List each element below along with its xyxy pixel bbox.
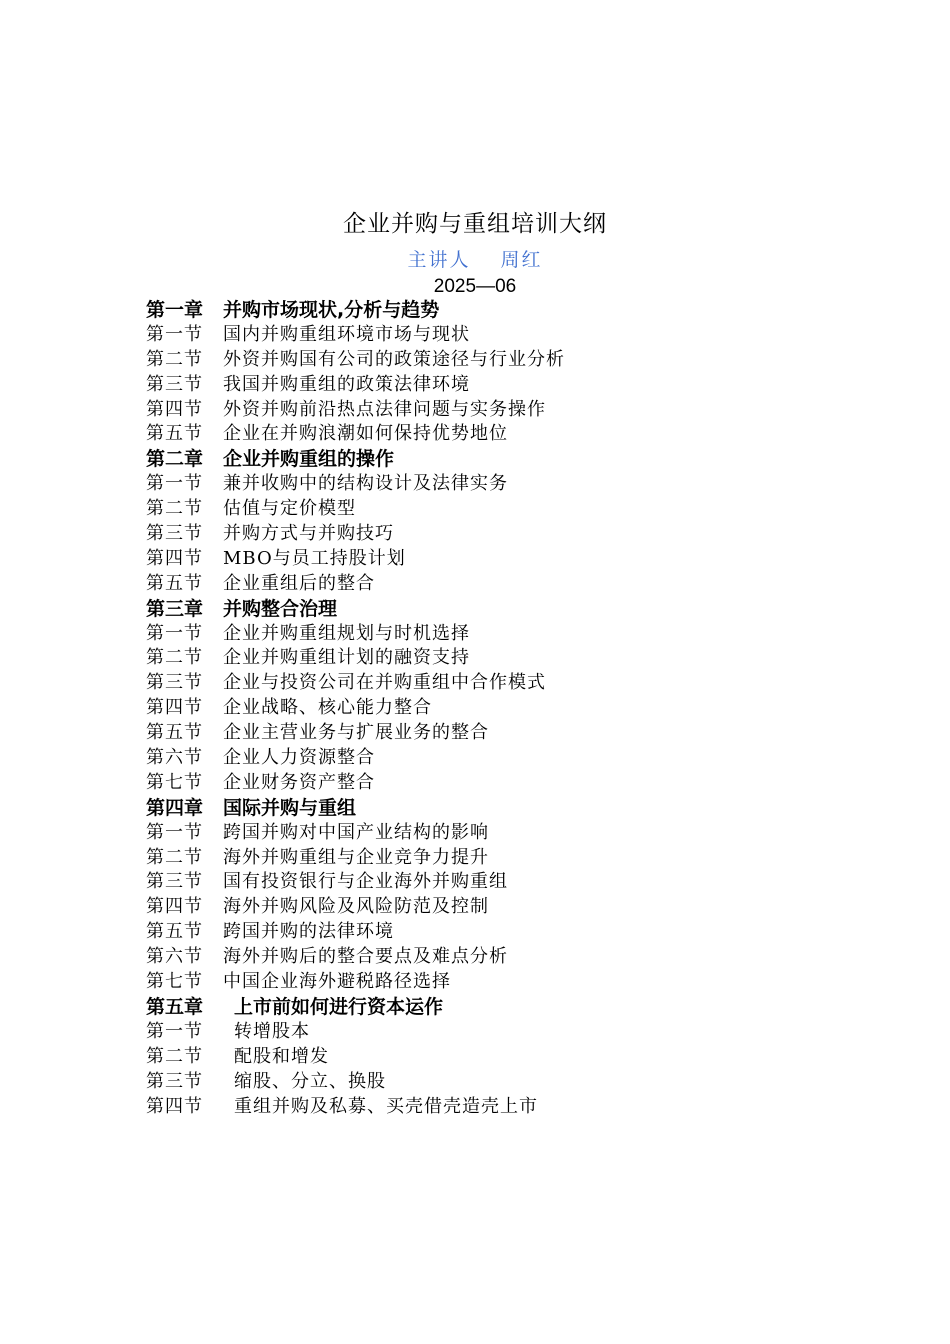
section-item xyxy=(146,572,906,597)
section-item xyxy=(146,895,906,920)
presenter-name: 周红 xyxy=(500,249,543,271)
section-title: 并购方式与并购技巧 xyxy=(223,523,394,545)
section-item xyxy=(146,721,906,746)
section-item xyxy=(146,547,906,572)
section-label: 第二节 xyxy=(146,1045,203,1067)
chapter-label: 第二章 xyxy=(146,448,204,471)
section-label: 第一节 xyxy=(146,821,203,843)
chapter-label: 第三章 xyxy=(146,597,204,620)
section-label: 第七节 xyxy=(146,971,203,993)
section-label: 第七节 xyxy=(146,771,203,793)
section-item xyxy=(146,422,906,447)
section-label: 第五节 xyxy=(146,722,203,744)
section-item xyxy=(146,1070,906,1095)
section-label: 第四节 xyxy=(146,398,203,420)
chapter-title: 企业并购重组的操作 xyxy=(223,448,395,471)
section-label: 第四节 xyxy=(146,1095,203,1117)
document-date: 2025—06 xyxy=(433,276,517,297)
section-item xyxy=(146,1020,906,1045)
section-item xyxy=(146,696,906,721)
presenter-label: 主讲人 xyxy=(407,249,471,271)
chapter-label: 第四章 xyxy=(146,796,204,819)
section-title: 企业人力资源整合 xyxy=(223,747,375,769)
section-item xyxy=(146,373,906,398)
section-title: 估值与定价模型 xyxy=(223,498,356,520)
section-title: 企业在并购浪潮如何保持优势地位 xyxy=(223,423,508,445)
section-item xyxy=(146,348,906,373)
section-item xyxy=(146,821,906,846)
section-item xyxy=(146,472,906,497)
outline xyxy=(146,298,906,1119)
section-label: 第四节 xyxy=(146,896,203,918)
section-label: 第二节 xyxy=(146,348,203,370)
section-label: 第三节 xyxy=(146,1070,203,1092)
chapter-heading xyxy=(146,298,906,323)
section-item xyxy=(146,870,906,895)
section-label: 第三节 xyxy=(146,373,203,395)
section-item xyxy=(146,622,906,647)
section-title: 我国并购重组的政策法律环境 xyxy=(223,373,470,395)
section-item xyxy=(146,846,906,871)
section-label: 第三节 xyxy=(146,523,203,545)
section-label: 第四节 xyxy=(146,547,203,569)
section-title: 企业并购重组规划与时机选择 xyxy=(223,622,470,644)
section-label: 第四节 xyxy=(146,697,203,719)
section-title: 转增股本 xyxy=(234,1020,310,1042)
chapter-title: 并购市场现状,分析与趋势 xyxy=(223,299,440,321)
section-title: 海外并购后的整合要点及难点分析 xyxy=(223,946,508,968)
section-title: 企业并购重组计划的融资支持 xyxy=(223,647,470,669)
chapter-heading xyxy=(146,995,906,1020)
section-title: 企业与投资公司在并购重组中合作模式 xyxy=(223,672,546,694)
section-label: 第一节 xyxy=(146,323,203,345)
document-title: 企业并购与重组培训大纲 xyxy=(343,211,607,237)
section-label: 第二节 xyxy=(146,498,203,520)
section-title: 企业战略、核心能力整合 xyxy=(223,697,432,719)
section-title: 企业主营业务与扩展业务的整合 xyxy=(223,722,489,744)
section-item xyxy=(146,497,906,522)
section-title: 企业财务资产整合 xyxy=(223,771,375,793)
section-title: 企业重组后的整合 xyxy=(223,572,375,594)
section-title: 海外并购风险及风险防范及控制 xyxy=(223,896,489,918)
chapter-title: 上市前如何进行资本运作 xyxy=(234,995,444,1018)
section-title: 外资并购前沿热点法律问题与实务操作 xyxy=(223,398,546,420)
chapter-title: 并购整合治理 xyxy=(223,597,338,620)
section-item xyxy=(146,970,906,995)
section-label: 第五节 xyxy=(146,921,203,943)
section-item xyxy=(146,646,906,671)
section-title: 中国企业海外避税路径选择 xyxy=(223,971,451,993)
chapter-heading xyxy=(146,447,906,472)
section-item xyxy=(146,945,906,970)
section-item xyxy=(146,671,906,696)
section-title: 国有投资银行与企业海外并购重组 xyxy=(223,871,508,893)
section-label: 第五节 xyxy=(146,423,203,445)
section-item xyxy=(146,323,906,348)
section-title: 国内并购重组环境市场与现状 xyxy=(223,323,470,345)
section-title: MBO与员工持股计划 xyxy=(223,547,406,569)
section-label: 第三节 xyxy=(146,871,203,893)
section-label: 第一节 xyxy=(146,1020,203,1042)
section-title: 海外并购重组与企业竞争力提升 xyxy=(223,846,489,868)
section-label: 第一节 xyxy=(146,473,203,495)
chapter-title: 国际并购与重组 xyxy=(223,796,357,819)
section-title: 外资并购国有公司的政策途径与行业分析 xyxy=(223,348,565,370)
section-title: 跨国并购的法律环境 xyxy=(223,921,394,943)
section-label: 第五节 xyxy=(146,572,203,594)
section-title: 缩股、分立、换股 xyxy=(234,1070,386,1092)
chapter-label: 第五章 xyxy=(146,995,204,1018)
section-item xyxy=(146,1095,906,1120)
section-item xyxy=(146,398,906,423)
section-label: 第二节 xyxy=(146,647,203,669)
chapter-label: 第一章 xyxy=(146,299,204,321)
section-label: 第六节 xyxy=(146,747,203,769)
section-label: 第三节 xyxy=(146,672,203,694)
presenter-line xyxy=(0,246,950,274)
section-item xyxy=(146,522,906,547)
section-label: 第一节 xyxy=(146,622,203,644)
section-item xyxy=(146,920,906,945)
section-title: 配股和增发 xyxy=(234,1045,329,1067)
section-label: 第六节 xyxy=(146,946,203,968)
section-title: 兼并收购中的结构设计及法律实务 xyxy=(223,473,508,495)
section-item xyxy=(146,771,906,796)
section-title: 跨国并购对中国产业结构的影响 xyxy=(223,821,489,843)
chapter-heading xyxy=(146,796,906,821)
section-title: 重组并购及私募、买壳借壳造壳上市 xyxy=(234,1095,538,1117)
section-item xyxy=(146,1045,906,1070)
chapter-heading xyxy=(146,597,906,622)
section-label: 第二节 xyxy=(146,846,203,868)
section-item xyxy=(146,746,906,771)
